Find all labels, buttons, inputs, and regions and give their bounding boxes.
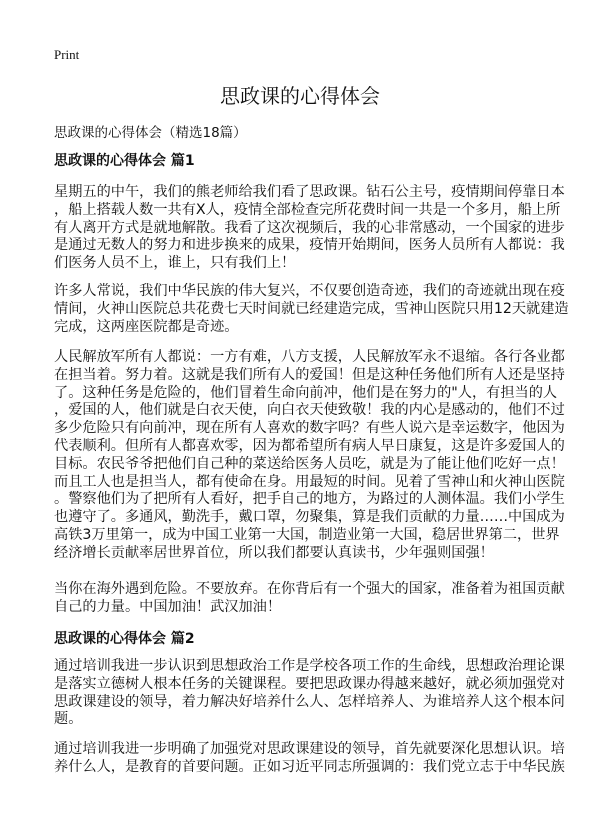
print-link[interactable]: Print	[54, 47, 80, 62]
paragraph-line: ，船上搭载人数一共有X人，疫情全部检查完所花费时间一共是一个多月，船上所	[54, 201, 561, 218]
section-heading-2: 思政课的心得体会 篇2	[54, 631, 195, 647]
paragraph-line: 情间，火神山医院总共花费七天时间就已经建造完成，雪神山医院只用12天就建造	[54, 300, 569, 317]
paragraph-line: 许多人常说，我们中华民族的伟大复兴，不仅要创造奇迹，我们的奇迹就出现在疫	[54, 283, 565, 299]
paragraph-line: ，爱国的人，他们就是白衣天使，向白衣天使致敬！我的内心是感动的，他们不过	[54, 402, 565, 419]
paragraph-line: 通过培训我进一步认识到思想政治工作是学校各项工作的生命线，思想政治理论课	[54, 658, 565, 674]
paragraph-line: 目标。农民爷爷把他们自己种的菜送给医务人员吃，就是为了能让他们吃好一点！	[54, 455, 565, 472]
paragraph-line: 有人离开方式是就地解散。我看了这次视频后，我的心非常感动，一个国家的进步	[54, 219, 565, 236]
paragraph-line: 经济增长贡献率居世界首位，所以我们都要认真读书，少年强则国强！	[54, 544, 494, 561]
paragraph-line: 多少危险只有向前冲，现在所有人喜欢的数字吗？有些人说六是幸运数字，他因为	[54, 420, 565, 437]
paragraph-line: 人民解放军所有人都说：一方有难，八方支援，人民解放军永不退缩。各行各业都	[54, 349, 565, 365]
paragraph	[54, 283, 569, 336]
paragraph-line: 而且工人也是担当人，都有使命在身。用最短的时间。见着了雪神山和火神山医院	[54, 473, 565, 490]
paragraph-line: 当你在海外遇到危险。不要放弃。在你背后有一个强大的国家，准备着为祖国贡献	[54, 581, 565, 597]
page-title: 思政课的心得体会	[220, 84, 380, 108]
paragraph-line: 。警察他们为了把所有人看好，把手自己的地方，为路过的人测体温。我们小学生	[54, 491, 565, 508]
paragraph-line: 是落实立德树人根本任务的关键课程。要把思政课办得越来越好，就必须加强党对	[54, 675, 565, 692]
paragraph	[54, 581, 565, 617]
paragraph-line: 养什么人，是教育的首要问题。正如习近平同志所强调的：我们党立志于中华民族	[54, 758, 565, 775]
paragraph	[54, 349, 565, 563]
paragraph-line: 是通过无数人的努力和进步换来的成果，疫情开始期间，医务人员所有人都说：我	[54, 237, 565, 254]
paragraph	[54, 658, 565, 729]
paragraph	[54, 741, 565, 777]
paragraph-line: 星期五的中午，我们的熊老师给我们看了思政课。钻石公主号，疫情期间停靠日本	[54, 184, 565, 200]
paragraph-line: 题。	[54, 711, 83, 728]
paragraph-line: 完成，这两座医院都是奇迹。	[54, 318, 239, 335]
paragraph-line: 了。这种任务是危险的，他们冒着生命向前冲，他们是在努力的"人，有担当的人	[54, 384, 558, 401]
paragraph-line: 也遵守了。多通风，勤洗手，戴口罩，勿聚集，算是我们贡献的力量……中国成为	[54, 509, 565, 526]
paragraph-line: 自己的力量。中国加油！武汉加油！	[54, 598, 282, 615]
paragraph-line: 高铁3万里第一，成为中国工业第一大国，制造业第一大国，稳居世界第二，世界	[54, 526, 560, 543]
paragraph-line: 通过培训我进一步明确了加强党对思政课建设的领导，首先就要深化思想认识。培	[54, 741, 565, 757]
paragraph-line: 思政课建设的领导，着力解决好培养什么人、怎样培养人、为谁培养人这个根本问	[54, 693, 565, 710]
paragraph	[54, 184, 565, 273]
section-heading-1: 思政课的心得体会 篇1	[54, 153, 195, 169]
paragraph-line: 在担当着。努力着。这就是我们所有人的爱国！但是这种任务他们所有人还是坚持	[54, 366, 565, 383]
paragraph-line: 们医务人员不上，谁上，只有我们上！	[54, 255, 296, 272]
document-subtitle: 思政课的心得体会（精选18篇）	[54, 125, 247, 141]
paragraph-line: 代表顺利。但所有人都喜欢零，因为都希望所有病人早日康复，这是许多爱国人的	[54, 437, 565, 454]
